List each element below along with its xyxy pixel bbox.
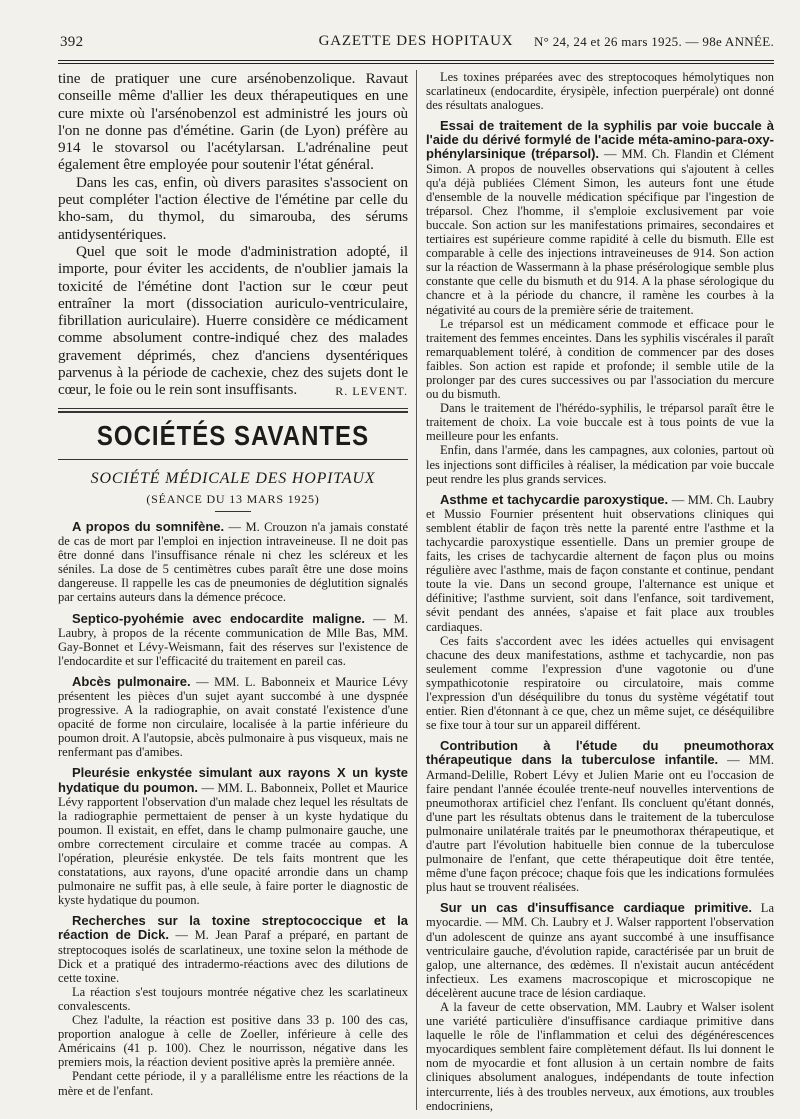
report-item [58, 766, 408, 907]
report-text: La réaction s'est toujours montrée négative chez les scarlatineux convalescents. [58, 984, 408, 1013]
report-item [58, 675, 408, 760]
report-item [426, 493, 774, 733]
author-signature: R. LEVENT. [335, 383, 408, 398]
report-text: — M. Crouzon n'a jamais constaté de cas de mort par l'emploi en injection intraveineuse. Il ne doit pas être donné dans l'insuffisance rénale ni chez les scléreux et les séniles. La dose de 5 centimètres cubes paraît être une dose moins dangereuse. Il rappelle les cas de pneumonies de déglutition signalés par certains auteurs dans la démence précoce. [58, 519, 408, 605]
report-heading: Recherches sur la toxine streptococcique et la réaction de Dick. [58, 913, 408, 943]
journal-title: GAZETTE DES HOPITAUX [318, 33, 514, 49]
report-text: — M. Jean Paraf a préparé, en partant de streptocoques isolés de scarlatineux, une toxine selon la méthode de Dick et a pratiqué des intradermo-réactions avec des dilutions de cette toxine. [58, 928, 408, 985]
report-item [58, 914, 408, 1097]
paragraph [426, 901, 774, 1000]
report-heading: Abcès pulmonaire. [72, 673, 191, 689]
report-item [58, 612, 408, 668]
paragraph [58, 985, 408, 1013]
report-heading: Essai de traitement de la syphilis par voie buccale à l'aide du dérivé formylé de l'acide méta-amino-para-oxy-phénylarsinique (tréparsol). [426, 118, 774, 162]
paragraph [426, 739, 774, 894]
paragraph [426, 443, 774, 485]
header-rule [58, 60, 774, 64]
running-head [58, 30, 774, 52]
report-heading: Septico-pyohémie avec endocardite maligne. [72, 610, 366, 626]
page-number: 392 [60, 34, 84, 50]
section-rule [58, 411, 408, 413]
society-reports [58, 520, 408, 1098]
report-text: — MM. Armand-Delille, Robert Lévy et Julien Marie ont eu l'occasion de faire pendant l'année écoulée trente-neuf nouvelles interventions de pneumothorax artificiel chez l'enfant. Ils concluent qu'étant donnés, d'une part les résultats obtenus dans le traitement de la tuberculose pulmonaire unilatérale traités par le pneumothorax thérapeutique, et d'autre part l'évolution habituelle bien connue de la tuberculose pulmonaire de l'enfant, que cette thérapeutique doit être tentée, même d'une façon précoce; chaque fois que les indications formulées plus haut se trouvent réalisées. [426, 753, 774, 895]
report-heading: Sur un cas d'insuffisance cardiaque primitive. [440, 900, 752, 916]
report-text: Ces faits s'accordent avec les idées actuelles qui envisagent chacune des deux manifestations, asthme et tachycardie, non pas seulement comme l'expression d'une vagotonie ou d'une sympathicotonie respiratoire ou circulatoire, mais comme l'expression d'un déséquilibre du tonus du système végétatif tout entier. Rien d'étonnant à ce que, chez un même sujet, ce déséquilibre se fixe tour à tour sur un appareil différent. [426, 633, 774, 733]
report-text: — M. Laubry, à propos de la récente communication de Mlle Bas, MM. Gay-Bonnet et Lévy-Weismann, fait des réserves sur l'existence de l'endocardite et sur l'efficacité du traitement en pareil cas. [58, 611, 408, 668]
divider [215, 511, 251, 512]
paragraph [58, 914, 408, 984]
report-continuation [426, 70, 774, 112]
paragraph [58, 1069, 408, 1097]
section-rule [58, 408, 408, 409]
section-title: SOCIÉTÉS SAVANTES [96, 420, 370, 452]
paragraph [426, 634, 774, 733]
report-text: La myocardie. — MM. Ch. Laubry et J. Walser rapportent l'observation d'un adolescent de quinze ans ayant succombé à une insuffisance ventriculaire gauche, d'évolution rapide, caractérisée par un bruit de galop, une alternance, des œdèmes. Il n'existait aucun antécédent infectieux. Les examens macroscopique et microscopique ne décelèrent aucune trace de lésion cardiaque. [426, 901, 774, 1000]
paragraph [426, 119, 774, 316]
issue-info: N° 24, 24 et 26 mars 1925. — 98e ANNÉE. [533, 34, 774, 49]
report-heading: A propos du somnifène. [72, 518, 225, 534]
report-item [58, 520, 408, 605]
report-text: — MM. L. Babonneix et Maurice Lévy présentent les pièces d'un sujet ayant succombé à une dyspnée progressive. A la radiographie, on avait constaté l'existence d'une opacité de forme non circulaire, localisée à la partie inférieure du poumon droit. A l'autopsie, abcès pulmonaire à pus visqueux, mais ne renfermant pas d'amibes. [58, 674, 409, 760]
paragraph [58, 1013, 408, 1069]
paragraph: Quel que soit le mode d'administration adopté, il importe, pour éviter les accidents, de n'oublier jamais la toxicité de l'émétine dont l'action sur le cœur peut entraîner la mort (dissociation auriculo-ventriculaire, fibrillation auriculaire). Huerre considère ce médicament comme absolument contre-indiqué chez des malades gravement déprimés, chez d'anciens dysentériques parvenus à la période de cachexie, chez des sujets dont le cœur, le foie ou le rein sont insuffisants. [58, 242, 408, 399]
report-text: — MM. Ch. Flandin et Clément Simon. A propos de nouvelles observations qui s'ajoutent à celles qu'a déjà publiées Clément Simon, les auteurs font une étude d'ensemble de la nouvelle médication spécifique par l'ingestion de tréparsol. Chez l'homme, il s'emploie exclusivement par voie buccale. Son action sur les manifestations primaires, secondaires et tertiaires est supérieure comme rapidité à celle du bismuth. Elle est comparable à celle des injections intraveineuses de 914. Son action sur la réaction de Wassermann à la phase présérologique semble plus constante que celle du bismuth et du 914. A la phase sérologique du chancre et à la période du chancre, il ramène les courbes à la négativité au cours de la première série de traitement. [426, 147, 774, 317]
paragraph [58, 612, 408, 668]
section-rule [58, 459, 408, 460]
columns [58, 70, 774, 1113]
paragraph [58, 520, 408, 605]
report-text: A la faveur de cette observation, MM. Laubry et Walser isolent une variété particulière d'insuffisance cardiaque primitive dans laquelle le rôle de l'inflammation et celui des dégénérescences myocardiques semblent faire complètement défaut. Ils lui donnent le nom de myocardie et font allusion à un certain nombre de faits cliniques absolument analogues, indépendants de toute infection intercurrente, liés à des troubles nerveux, aux émotions, aux troubles endocriniens, [426, 1000, 774, 1113]
report-text: Chez l'adulte, la réaction est positive dans 33 p. 100 des cas, proportion analogue à celle de Zoeller, inférieure à celle des Américains (41 p. 100). Chez le nourrisson, négative dans les premiers mois, la réaction devient positive après la première année. [58, 1013, 408, 1070]
report-text: Pendant cette période, il y a parallélisme entre les réactions de la mère et de l'enfant. [58, 1069, 408, 1098]
newspaper-page [58, 30, 774, 1113]
report-item [426, 739, 774, 894]
paragraph: Les toxines préparées avec des streptocoques hémolytiques non scarlatineux (endocardite, érysipèle, infection puerpérale) ont donné des résultats analogues. [426, 70, 774, 113]
column-divider [416, 70, 417, 1110]
report-item [426, 901, 774, 1112]
report-text: Le tréparsol est un médicament commode et efficace pour le traitement des femmes enceintes. Dans les syphilis viscérales il paraît remarquablement toléré, à condition de commencer par des doses faibles. Son action est rapide et profonde; il semble utile de la prolonger par des cures successives ou par l'association du mercure ou du bismuth. [426, 316, 774, 402]
article-continuation [58, 70, 408, 400]
paragraph [58, 766, 408, 907]
paragraph [426, 317, 774, 402]
session-date: (SÉANCE DU 13 MARS 1925) [146, 491, 320, 506]
report-text: Dans le traitement de l'hérédo-syphilis, le tréparsol paraît être le traitement de choix. La voie buccale est à tous points de vue la meilleure pour les enfants. [426, 401, 774, 444]
report-item [426, 119, 774, 485]
right-column [426, 70, 774, 1113]
paragraph: tine de pratiquer une cure arsénobenzolique. Ravaut conseille même d'allier les deux thérapeutiques en une cure mixte où l'arsénobenzol est administré les jours où l'on ne donne pas d'émétine. Garin (de Lyon) préfère au 914 le stovarsol ou l'acétylarsan. L'adrénaline peut également être employée pour soutenir l'état général. [58, 70, 408, 174]
society-reports [426, 119, 774, 1112]
paragraph [426, 493, 774, 634]
paragraph [426, 401, 774, 443]
report-heading: Asthme et tachycardie paroxystique. [440, 491, 669, 507]
paragraph [426, 1000, 774, 1113]
society-name: SOCIÉTÉ MÉDICALE DES HOPITAUX [90, 469, 376, 487]
left-column [58, 70, 408, 1098]
report-text: — MM. Ch. Laubry et Mussio Fournier présentent huit observations cliniques qui semblent établir de façon très nette la parenté entre l'asthme et la tachycardie paroxystique essentielle. Dans un premier groupe de faits, les crises de tachycardie alternent de façon plus ou moins régulière avec l'asthme, mais de façon constante et continue, pendant toute la vie. Dans un second groupe, l'alternance est unique et définitive; l'asthme survient, soit dans l'enfance, soit tardivement, sévit pendant des années, s'apaise et fait place aux troubles cardiaques. [426, 492, 774, 634]
report-heading: Pleurésie enkystée simulant aux rayons X un kyste hydatique du poumon. [58, 765, 408, 795]
report-text: — MM. L. Babonneix, Pollet et Maurice Lévy rapportent l'observation d'un malade chez lequel les résultats de la radiographie permettaient de penser à un kyste hydatique du poumon. Il existait, en effet, dans le champ pulmonaire gauche, une ombre correctement circulaire et comme tracée au compas. A l'opération, pleurésie enkystée. De tels faits montrent que les constatations, aux rayons, d'une opacité arrondie dans un champ pulmonaire ne suffit pas, à elle seule, à faire porter le diagnostic de kyste hydatique du poumon. [58, 780, 408, 908]
paragraph [58, 675, 408, 760]
paragraph: Dans les cas, enfin, où divers parasites s'associent on peut compléter l'action élective de l'émétine par celle du kho-sam, du thymol, du simarouba, des sérums antidysentériques. [58, 173, 408, 243]
report-heading: Contribution à l'étude du pneumothorax thérapeutique dans la tuberculose infantile. [426, 738, 774, 768]
report-text: Enfin, dans l'armée, dans les campagnes, aux colonies, partout où les injections sont difficiles à réaliser, la médication par voie buccale peut rendre les plus grands services. [426, 443, 774, 486]
